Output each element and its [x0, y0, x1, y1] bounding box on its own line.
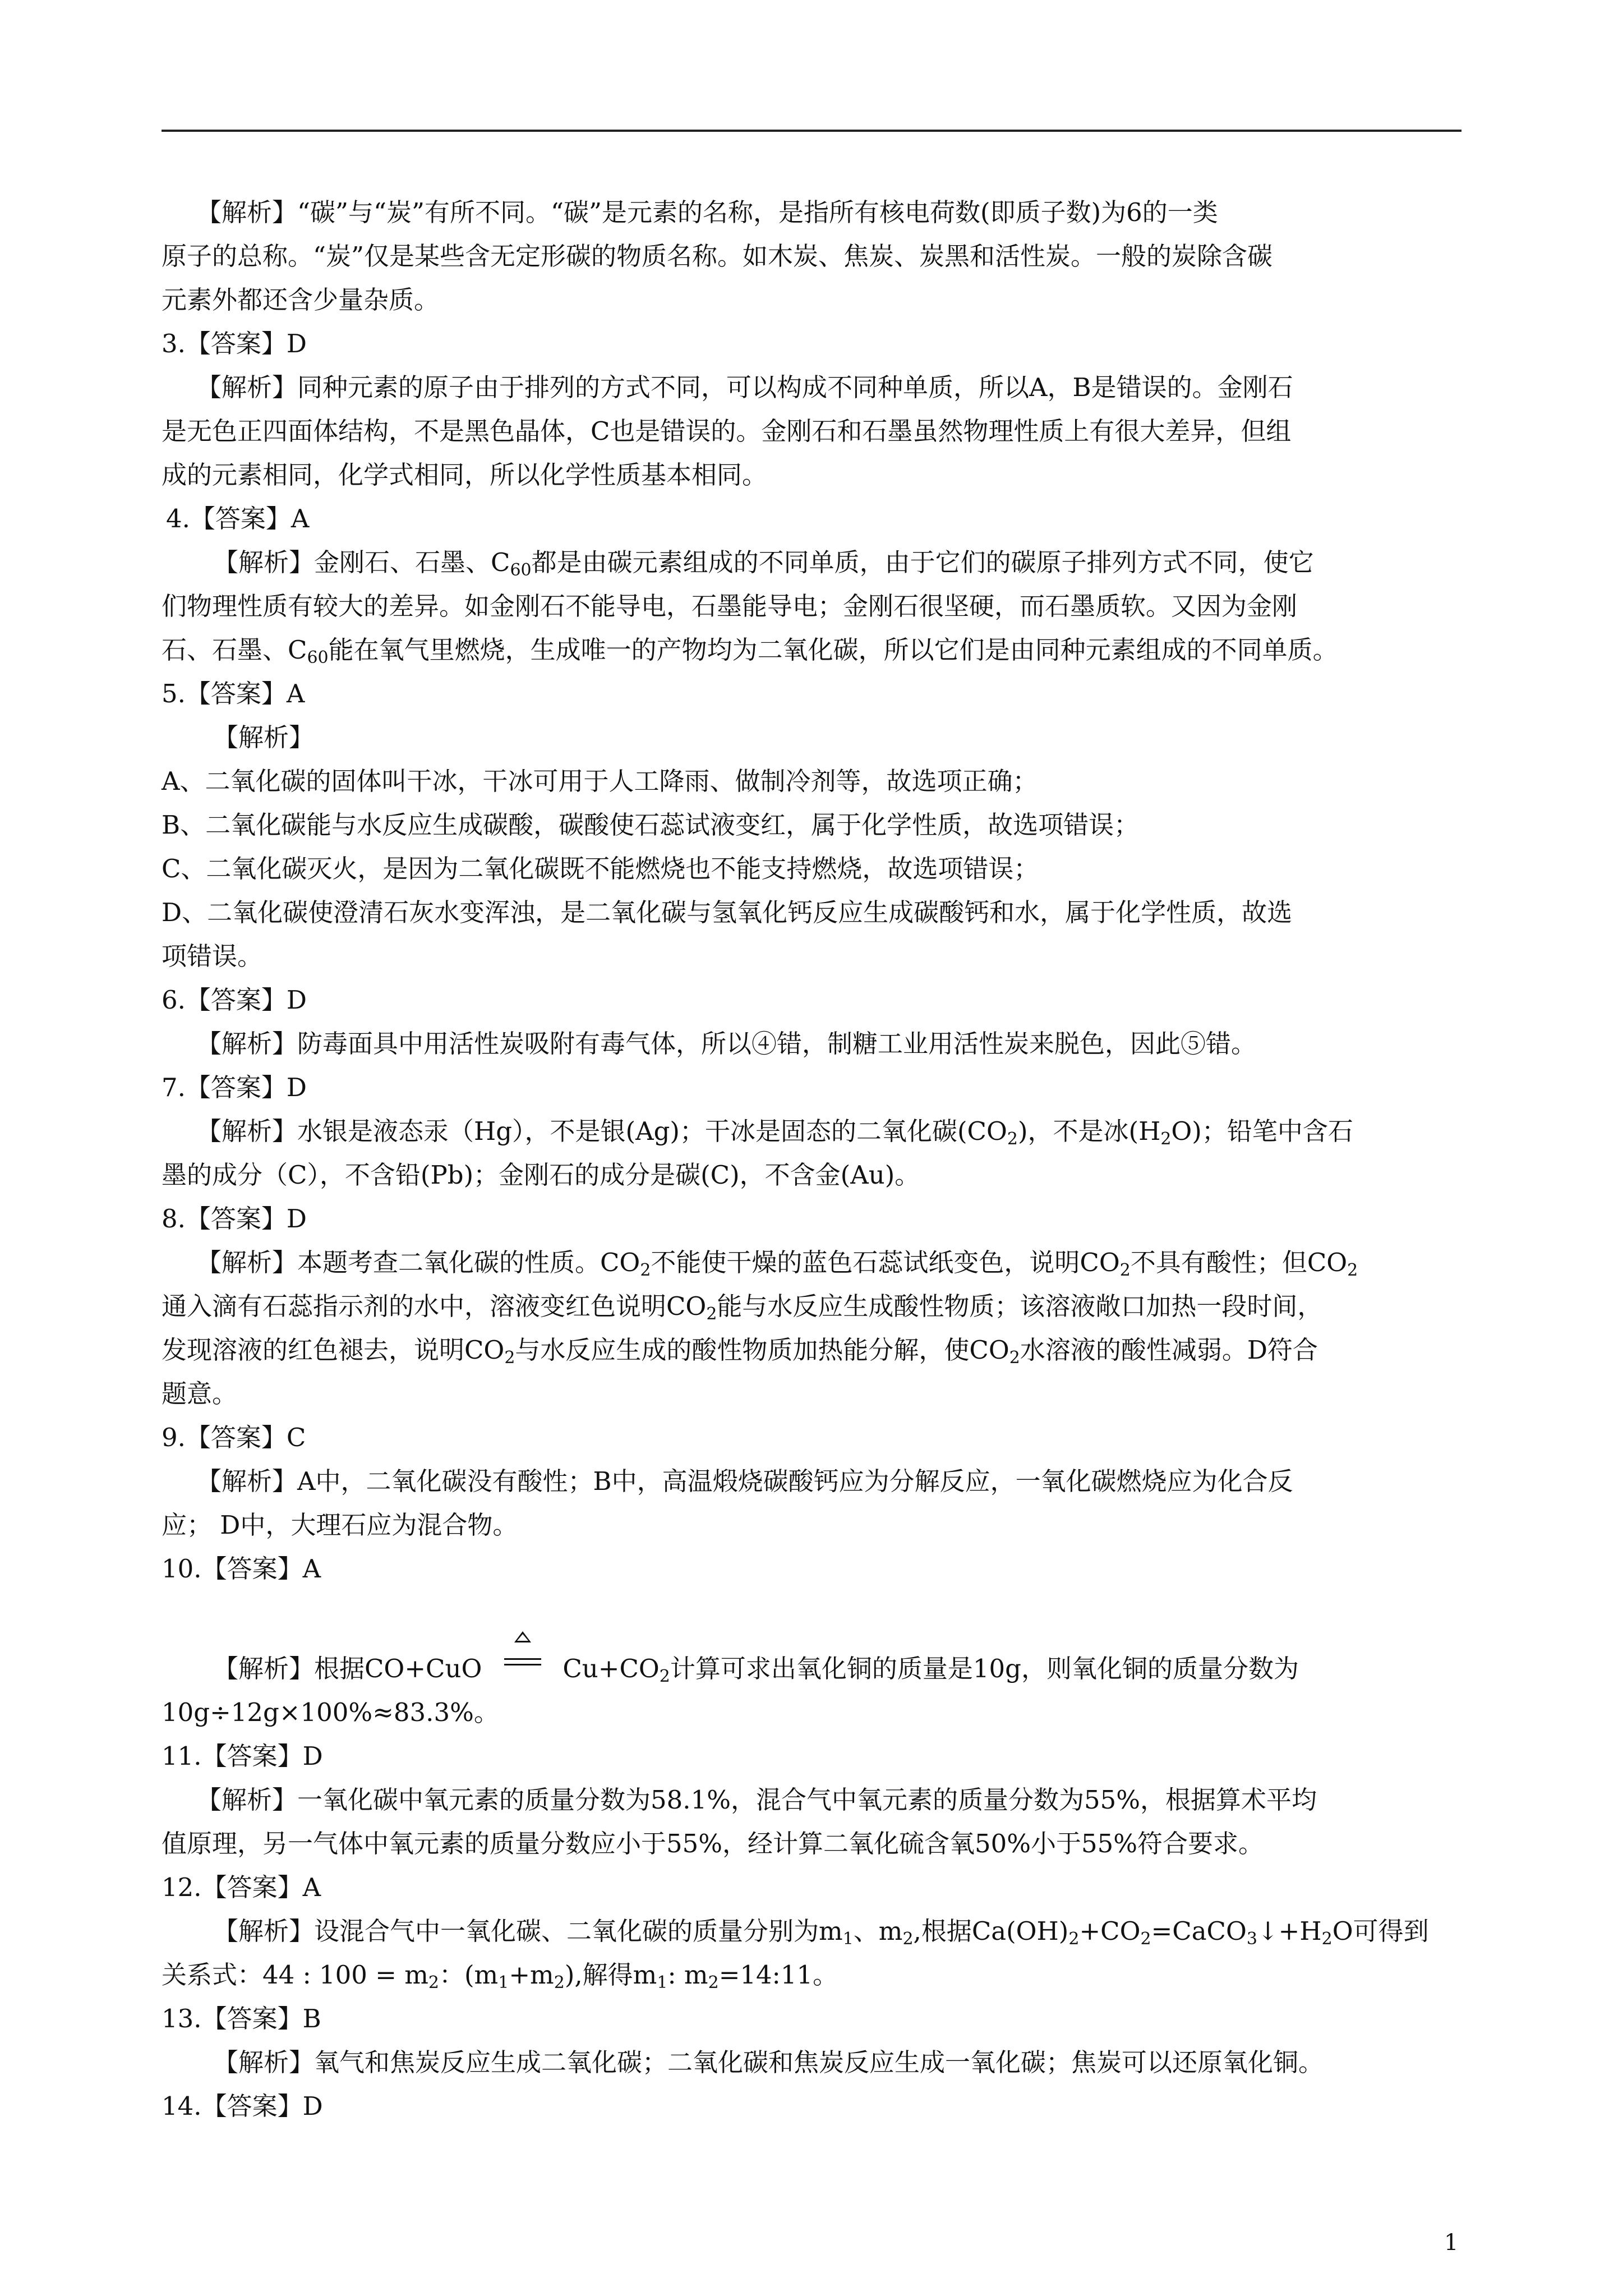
text-line: 【解析】防毒面具中用活性炭吸附有毒气体，所以④错，制糖工业用活性炭来脱色，因此⑤错。 [196, 1029, 1257, 1059]
text-line: 9.【答案】C [162, 1423, 306, 1452]
subscript: 2 [1321, 1929, 1332, 1949]
text-line [162, 1910, 1463, 1953]
text-line: 11.【答案】D [162, 1741, 323, 1771]
text-line: 3.【答案】D [162, 329, 307, 358]
text-run: 都是由碳元素组成的不同单质，由于它们的碳原子排列方式不同，使它 [531, 547, 1314, 577]
subscript: 1 [498, 1973, 509, 1993]
text-line [162, 541, 1463, 585]
text-line [162, 1285, 1463, 1328]
text-line: 成的元素相同，化学式相同，所以化学性质基本相同。 [162, 460, 768, 490]
subscript: 60 [510, 560, 532, 580]
text-run: 通入滴有石蕊指示剂的水中，溶液变红色说明CO [162, 1291, 707, 1321]
text-run: 不具有酸性；但CO [1130, 1248, 1348, 1277]
text-run: 【解析】设混合气中一氧化碳、二氧化碳的质量分别为m [213, 1916, 843, 1946]
text-line: 元素外都还含少量杂质。 [162, 285, 440, 315]
subscript: 2 [1140, 1929, 1151, 1949]
subscript: 2 [1007, 1129, 1018, 1149]
equals-bar-bottom [504, 1664, 541, 1665]
subscript: 2 [1009, 1348, 1020, 1368]
text-run: 水溶液的酸性减弱。D符合 [1020, 1335, 1318, 1365]
subscript: 2 [1160, 1129, 1172, 1149]
subscript: 60 [307, 648, 329, 668]
text-run: 关系式：44 : 100 = m [162, 1960, 428, 1990]
header-rule [162, 130, 1461, 132]
subscript: 2 [706, 1304, 717, 1324]
text-run: 【解析】水银是液态汞（Hg），不是银(Ag)；干冰是固态的二氧化碳(CO [196, 1116, 1007, 1146]
text-line: 8.【答案】D [162, 1204, 307, 1234]
text-line: 【解析】一氧化碳中氧元素的质量分数为58.1%，混合气中氧元素的质量分数为55%，根据算术平均 [196, 1785, 1317, 1815]
text-run: 能与水反应生成酸性物质；该溶液敞口加热一段时间， [717, 1291, 1323, 1321]
equation-suffix: 计算可求出氧化铜的质量是10g，则氧化铜的质量分数为 [670, 1654, 1299, 1683]
text-line: 原子的总称。“炭”仅是某些含无定形碳的物质名称。如木炭、焦炭、炭黑和活性炭。一般的炭除含碳 [162, 241, 1273, 271]
text-line: 【解析】A中，二氧化碳没有酸性；B中，高温煅烧碳酸钙应为分解反应，一氧化碳燃烧应为化合反 [196, 1466, 1293, 1496]
text-run: 能在氧气里燃烧，生成唯一的产物均为二氧化碳，所以它们是由同种元素组成的不同单质。 [328, 635, 1338, 665]
text-run: ),解得m [564, 1960, 657, 1990]
heating-equals-sign [486, 1653, 558, 1681]
subscript: 2 [708, 1973, 719, 1993]
subscript: 2 [504, 1348, 515, 1368]
text-run: O可得到 [1332, 1916, 1429, 1946]
text-line [162, 1241, 1463, 1285]
text-line: 们物理性质有较大的差异。如金刚石不能导电，石墨能导电；金刚石很坚硬，而石墨质软。又因为金刚 [162, 591, 1298, 621]
text-line: 12.【答案】A [162, 1872, 321, 1902]
subscript: 3 [1246, 1929, 1257, 1949]
text-line: 墨的成分（C），不含铅(Pb)；金刚石的成分是碳(C)，不含金(Au)。 [162, 1160, 920, 1190]
subscript: 2 [1119, 1260, 1131, 1280]
subscript: 2 [1068, 1929, 1080, 1949]
text-run: 不能使干燥的蓝色石蕊试纸变色，说明CO [651, 1248, 1120, 1277]
text-line: 14.【答案】D [162, 2091, 323, 2121]
text-run: : m [667, 1960, 708, 1990]
text-run: +CO [1079, 1916, 1141, 1946]
text-run: +m [509, 1960, 554, 1990]
text-run: 与水反应生成的酸性物质加热能分解，使CO [515, 1335, 1009, 1365]
answer-content [162, 191, 1463, 2128]
text-line: 13.【答案】B [162, 2004, 321, 2033]
text-line: 5.【答案】A [162, 679, 305, 708]
text-line: 项错误。 [162, 941, 263, 971]
text-run: =14:11。 [718, 1960, 838, 1990]
text-line: 【解析】同种元素的原子由于排列的方式不同，可以构成不同种单质，所以A，B是错误的。金刚石 [196, 372, 1293, 402]
spacer [162, 1591, 1463, 1647]
text-line: 10g÷12g×100%≈83.3%。 [162, 1697, 499, 1727]
text-line: 值原理，另一气体中氧元素的质量分数应小于55%，经计算二氧化硫含氧50%小于55%符合要求。 [162, 1829, 1264, 1858]
subscript: 1 [842, 1929, 854, 1949]
text-line: 4.【答案】A [166, 504, 310, 533]
equation-subscript: 2 [659, 1667, 670, 1686]
text-run: =CaCO [1151, 1916, 1247, 1946]
text-line [162, 628, 1463, 672]
heat-triangle-icon [514, 1631, 531, 1642]
equation-line [162, 1647, 1463, 1691]
text-run: )，不是冰(H [1017, 1116, 1161, 1146]
equals-bar-top [504, 1658, 541, 1660]
text-line: 是无色正四面体结构，不是黑色晶体，C也是错误的。金刚石和石墨虽然物理性质上有很大差异，但组 [162, 416, 1292, 446]
text-run: 【解析】金刚石、石墨、C [213, 547, 510, 577]
text-line: A、二氧化碳的固体叫干冰，干冰可用于人工降雨、做制冷剂等，故选项正确； [162, 766, 1038, 796]
text-line: 应； D中，大理石应为混合物。 [162, 1510, 518, 1540]
subscript: 2 [554, 1973, 565, 1993]
text-line: 【解析】“碳”与“炭”有所不同。“碳”是元素的名称，是指所有核电荷数(即质子数)为6的一类 [196, 197, 1218, 227]
text-run: ,根据Ca(OH) [913, 1916, 1069, 1946]
text-line: 题意。 [162, 1379, 238, 1409]
answer-block-1 [162, 191, 1463, 1591]
text-run: 石、石墨、C [162, 635, 307, 665]
text-line [162, 1328, 1463, 1372]
text-run: ：(m [439, 1960, 499, 1990]
text-run: O)；铅笔中含石 [1171, 1116, 1353, 1146]
subscript: 2 [1347, 1260, 1358, 1280]
equation-prefix: 【解析】根据CO+CuO [213, 1654, 482, 1683]
subscript: 2 [902, 1929, 914, 1949]
text-run: ↓+H [1257, 1916, 1322, 1946]
subscript: 1 [657, 1973, 668, 1993]
text-line [162, 1110, 1463, 1153]
text-line: 【解析】氧气和焦炭反应生成二氧化碳；二氧化碳和焦炭反应生成一氧化碳；焦炭可以还原氧化铜。 [213, 2047, 1324, 2077]
equation-product: Cu+CO [562, 1654, 660, 1683]
text-line [162, 1953, 1463, 1997]
text-line: 6.【答案】D [162, 985, 307, 1015]
text-line: 【解析】 [213, 723, 315, 752]
text-line: 7.【答案】D [162, 1073, 307, 1102]
subscript: 2 [428, 1973, 439, 1993]
text-line: 10.【答案】A [162, 1554, 321, 1584]
text-line: D、二氧化碳使澄清石灰水变浑浊，是二氧化碳与氢氧化钙反应生成碳酸钙和水，属于化学性质，故选 [162, 898, 1293, 927]
text-line: C、二氧化碳灭火，是因为二氧化碳既不能燃烧也不能支持燃烧，故选项错误； [162, 854, 1039, 884]
text-run: 【解析】本题考查二氧化碳的性质。CO [196, 1248, 640, 1277]
answer-block-2 [162, 1691, 1463, 2128]
text-run: 发现溶液的红色褪去，说明CO [162, 1335, 505, 1365]
page-number: 1 [1444, 2230, 1459, 2256]
text-line: B、二氧化碳能与水反应生成碳酸，碳酸使石蕊试液变红，属于化学性质，故选项错误； [162, 810, 1140, 840]
text-run: 、m [853, 1916, 903, 1946]
subscript: 2 [640, 1260, 651, 1280]
